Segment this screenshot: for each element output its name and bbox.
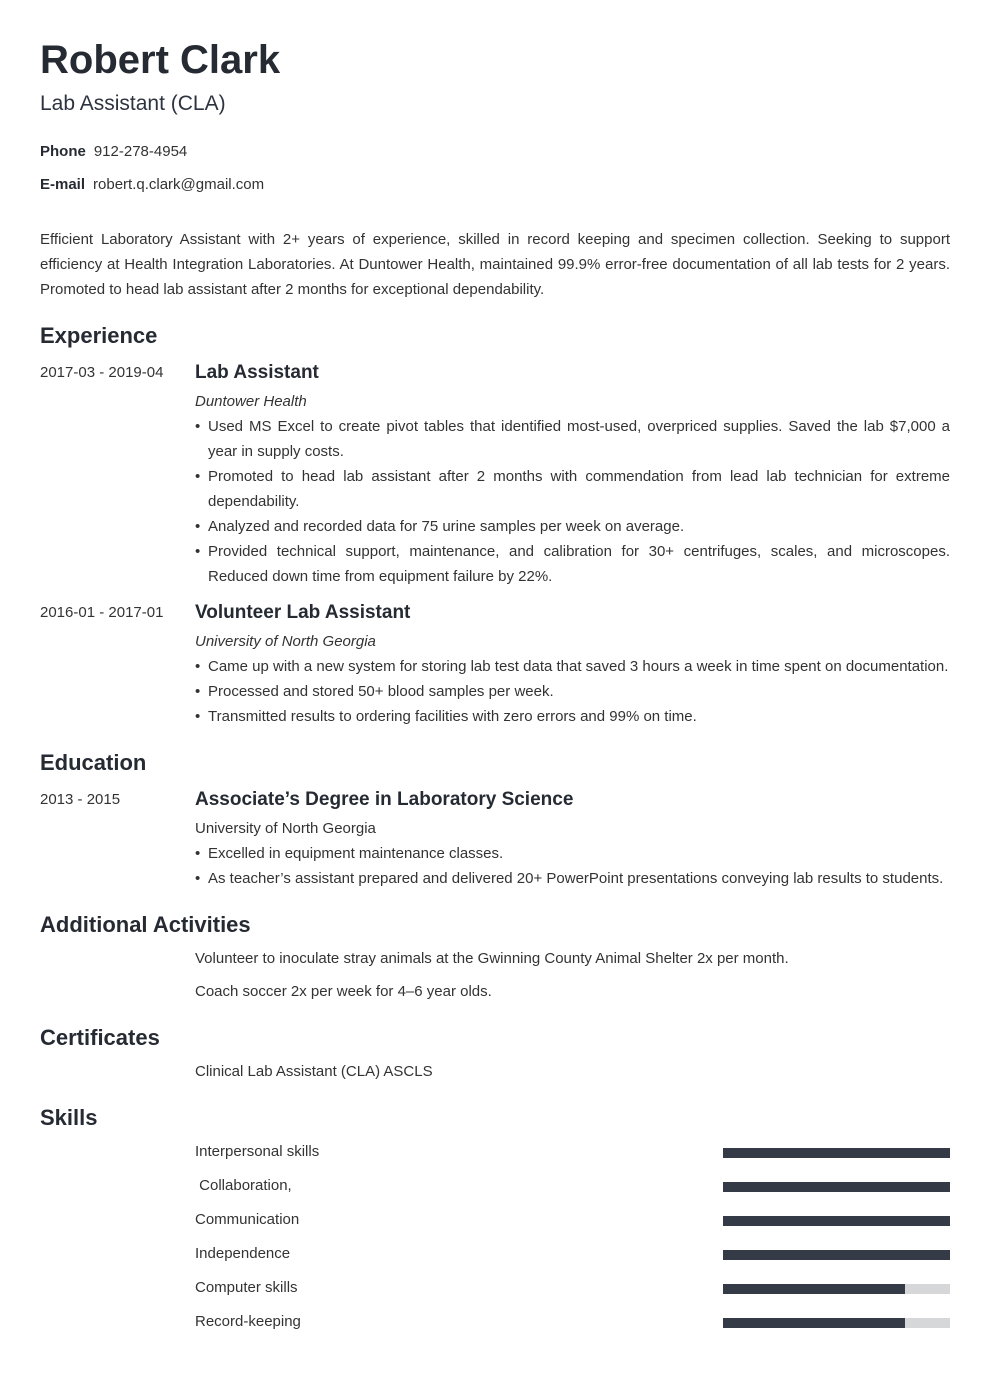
skill-name: Record-keeping	[195, 1313, 301, 1330]
entry-body	[195, 361, 950, 589]
entry-dates: 2017-03 - 2019-04	[40, 364, 164, 381]
job-title: Lab Assistant (CLA)	[40, 92, 226, 115]
skill-level-bar	[723, 1182, 950, 1192]
certificate-item: Clinical Lab Assistant (CLA) ASCLS	[195, 1063, 433, 1080]
certificates-heading: Certificates	[40, 1025, 160, 1050]
entry-role: Volunteer Lab Assistant	[195, 602, 411, 623]
education-heading: Education	[40, 750, 147, 775]
bullet-item: • Came up with a new system for storing lab test data that saved 3 hours a week in time spent on documentation.	[195, 654, 950, 679]
email-label: E-mail	[40, 176, 86, 193]
bullet-item: • Excelled in equipment maintenance classes.	[195, 841, 950, 866]
skill-name: Independence	[195, 1245, 291, 1262]
skill-row	[195, 1278, 950, 1298]
skill-level-bar	[723, 1216, 950, 1226]
bullet-item: • Provided technical support, maintenance, and calibration for 30+ centrifuges, scales, and microscopes. Reduced down time from equipment failure by 22%.	[195, 539, 950, 589]
entry-org: Duntower Health	[195, 393, 307, 410]
entry-body	[195, 601, 950, 729]
profile-summary: Efficient Laboratory Assistant with 2+ years of experience, skilled in record keeping and specimen collection. Seeking to support efficiency at Health Integration Laboratories. At Duntower Health, maintained 99.9% error-free documentation of all lab tests for 2 years. Promoted to head lab assistant after 2 months for exceptional dependability.	[40, 231, 950, 298]
contact-email	[40, 175, 264, 195]
activity-item: Coach soccer 2x per week for 4–6 year olds.	[195, 983, 492, 1000]
entry-bullets	[195, 654, 950, 729]
skill-level-fill	[723, 1284, 905, 1294]
skill-name: Collaboration,	[195, 1177, 292, 1194]
entry-body	[195, 788, 950, 891]
bullet-item: • Transmitted results to ordering facilities with zero errors and 99% on time.	[195, 704, 950, 729]
entry-school: University of North Georgia	[195, 820, 376, 837]
skill-level-bar	[723, 1250, 950, 1260]
skill-row	[195, 1244, 950, 1264]
skill-level-fill	[723, 1318, 905, 1328]
skill-row	[195, 1142, 950, 1162]
entry-bullets	[195, 841, 950, 891]
phone-label: Phone	[40, 143, 86, 160]
skill-row	[195, 1312, 950, 1332]
skill-level-fill	[723, 1148, 950, 1158]
skill-level-bar	[723, 1318, 950, 1328]
skill-level-fill	[723, 1216, 950, 1226]
bullet-item: • Used MS Excel to create pivot tables that identified most-used, overpriced supplies. Saved the lab $7,000 a year in supply costs.	[195, 414, 950, 464]
entry-dates: 2016-01 - 2017-01	[40, 604, 164, 621]
entry-dates: 2013 - 2015	[40, 791, 121, 808]
contact-phone	[40, 142, 187, 162]
bullet-item: • Analyzed and recorded data for 75 urine samples per week on average.	[195, 514, 950, 539]
experience-heading: Experience	[40, 323, 158, 348]
bullet-item: • Processed and stored 50+ blood samples per week.	[195, 679, 950, 704]
skill-level-bar	[723, 1284, 950, 1294]
skill-row	[195, 1210, 950, 1230]
skill-row	[195, 1176, 950, 1196]
bullet-item: • As teacher’s assistant prepared and delivered 20+ PowerPoint presentations conveying lab results to students.	[195, 866, 950, 891]
phone-value: 912-278-4954	[93, 143, 188, 160]
skill-level-fill	[723, 1182, 950, 1192]
skill-level-fill	[723, 1250, 950, 1260]
activities-heading: Additional Activities	[40, 912, 251, 937]
email-value: robert.q.clark@gmail.com	[93, 176, 265, 193]
activity-item: Volunteer to inoculate stray animals at the Gwinning County Animal Shelter 2x per month.	[195, 950, 789, 967]
skill-name: Interpersonal skills	[195, 1143, 320, 1160]
skill-name: Communication	[195, 1211, 300, 1228]
candidate-name: Robert Clark	[40, 38, 281, 82]
skill-level-bar	[723, 1148, 950, 1158]
entry-org: University of North Georgia	[195, 633, 376, 650]
entry-bullets	[195, 414, 950, 589]
entry-degree: Associate’s Degree in Laboratory Science	[195, 789, 574, 810]
skills-heading: Skills	[40, 1105, 98, 1130]
skill-name: Computer skills	[195, 1279, 298, 1296]
bullet-item: • Promoted to head lab assistant after 2 months with commendation from lead lab technician for extreme dependability.	[195, 464, 950, 514]
entry-role: Lab Assistant	[195, 362, 319, 383]
